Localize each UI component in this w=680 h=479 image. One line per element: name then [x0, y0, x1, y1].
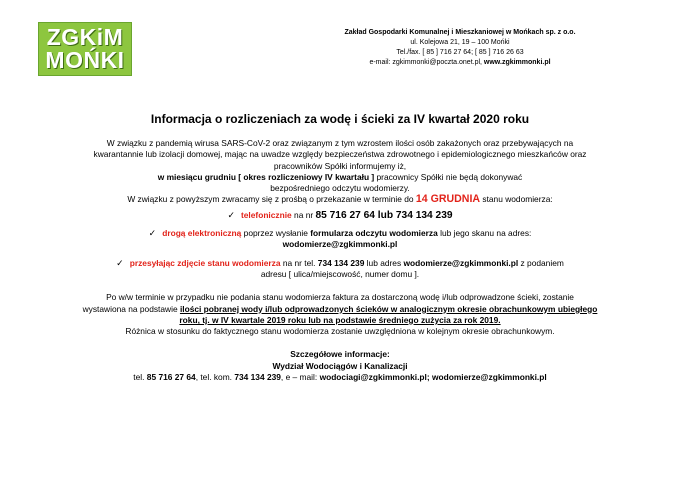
logo-line1: ZGKiM: [46, 24, 124, 50]
letterhead: [310, 28, 610, 68]
footer-kom-label: , tel. kom.: [195, 372, 235, 383]
option-electronic-label: drogą elektroniczną: [162, 228, 242, 239]
checkmark-icon: ✓: [148, 228, 157, 239]
intro-line-4: [0, 172, 680, 183]
intro-line-4-rest: pracownicy Spółki nie będą dokonywać: [374, 171, 523, 182]
option-photo-line-2: adresu [ ulica/miejscowość, numer domu ].: [260, 268, 420, 279]
intro-line-3: pracowników Spółki informujemy iż,: [273, 160, 407, 171]
company-logo: [38, 22, 132, 76]
footer-tel-2[interactable]: 734 134 239: [234, 372, 281, 383]
deadline-date: 14 GRUDNIA: [415, 193, 481, 206]
option-photo-label: przesyłając zdjęcie stanu wodomierza: [129, 257, 281, 268]
notice-basis-cont: roku, tj. w IV kwartale 2019 roku lub na podstawie średniego zużycia za rok 2019.: [179, 314, 501, 325]
footer-emails[interactable]: wodociagi@zgkimmonki.pl; wodomierze@zgkimmonki.pl: [319, 372, 547, 383]
page-title: Informacja o rozliczeniach za wodę i ścieki za IV kwartał 2020 roku: [150, 112, 530, 126]
footer-contacts: [0, 372, 680, 383]
footer-heading: Szczegółowe informacje:: [290, 349, 390, 360]
notice-line-1: Po w/w terminie w przypadku nie podania stanu wodomierza faktura za dostarczoną wodę i/lub odprowadzone ścieki, zostanie: [106, 292, 574, 303]
company-address: ul. Kolejowa 21, 19 – 100 Mońki: [410, 39, 510, 46]
intro-line-2: kwarantannie lub izolacji domowej, mając na uwadze względy bezpieczeństwa zdrowotnego i epidemiologicznego mieszkańców oraz: [93, 149, 587, 160]
option-electronic-email-line: [0, 239, 680, 250]
company-phones: Tel./fax. [ 85 ] 716 27 64; [ 85 ] 716 26 63: [396, 49, 524, 56]
option-photo-text: na nr tel.: [280, 257, 318, 268]
company-website[interactable]: www.zgkimmonki.pl: [483, 59, 551, 66]
option-photo: [0, 258, 680, 269]
footer-email-label: , e – mail:: [280, 372, 320, 383]
option-phone-numbers[interactable]: 85 716 27 64 lub 734 134 239: [315, 209, 453, 221]
company-name: Zakład Gospodarki Komunalnej i Mieszkaniowej w Mońkach sp. z o.o.: [344, 29, 576, 36]
option-photo-email[interactable]: wodomierze@zgkimmonki.pl: [403, 257, 519, 268]
company-contacts: [310, 58, 610, 68]
document-body: [0, 138, 680, 383]
option-phone-text: na nr: [291, 209, 316, 220]
intro-line-1: W związku z pandemią wirusa SARS-CoV-2 oraz związanym z tym wzrostem ilości osób zakażonych oraz przebywających na: [106, 138, 574, 148]
option-electronic: [0, 228, 680, 239]
intro-line-5: bezpośredniego odczytu wodomierzy.: [270, 183, 410, 194]
option-phone-label: telefonicznie: [240, 209, 292, 220]
request-line: [0, 194, 680, 205]
option-photo-number[interactable]: 734 134 239: [317, 257, 365, 268]
notice-line-3: [0, 315, 680, 326]
request-text-post: stanu wodomierza:: [480, 194, 553, 205]
billing-period: w miesiącu grudniu [ okres rozliczeniowy IV kwartału ]: [157, 171, 375, 182]
logo-line2: MOŃKI: [45, 47, 125, 73]
footer-tel-1[interactable]: 85 716 27 64: [146, 372, 196, 383]
notice-line-4: Różnica w stosunku do faktycznego stanu wodomierza zostanie uwzględniona w kolejnym okresie obrachunkowym.: [125, 326, 555, 337]
request-text: W związku z powyższym zwracamy się z prośbą o przekazanie w terminie do: [127, 194, 416, 205]
option-phone: [0, 210, 680, 221]
option-photo-text-mid: lub adres: [364, 257, 404, 268]
footer-tel-label: tel.: [133, 372, 147, 383]
notice-line-2-text: wystawiona na podstawie: [82, 303, 180, 314]
option-photo-text-post: z podaniem: [518, 257, 564, 268]
checkmark-icon: ✓: [116, 257, 124, 268]
footer-department: Wydział Wodociągów i Kanalizacji: [272, 360, 408, 371]
option-electronic-text-post: lub jego skanu na adres:: [437, 228, 532, 239]
notice-line-2: [0, 304, 680, 315]
option-electronic-text: poprzez wysłanie: [241, 228, 311, 239]
notice-basis: ilości pobranej wody i/lub odprowadzonych ścieków w analogicznym okresie obrachunkowym ubiegłego: [179, 303, 598, 314]
checkmark-icon: ✓: [227, 209, 235, 220]
option-electronic-email[interactable]: wodomierze@zgkimmonki.pl: [282, 239, 398, 250]
reading-form-name: formularza odczytu wodomierza: [310, 228, 438, 239]
company-email: e-mail: zgkimmonki@poczta.onet.pl,: [369, 59, 484, 66]
